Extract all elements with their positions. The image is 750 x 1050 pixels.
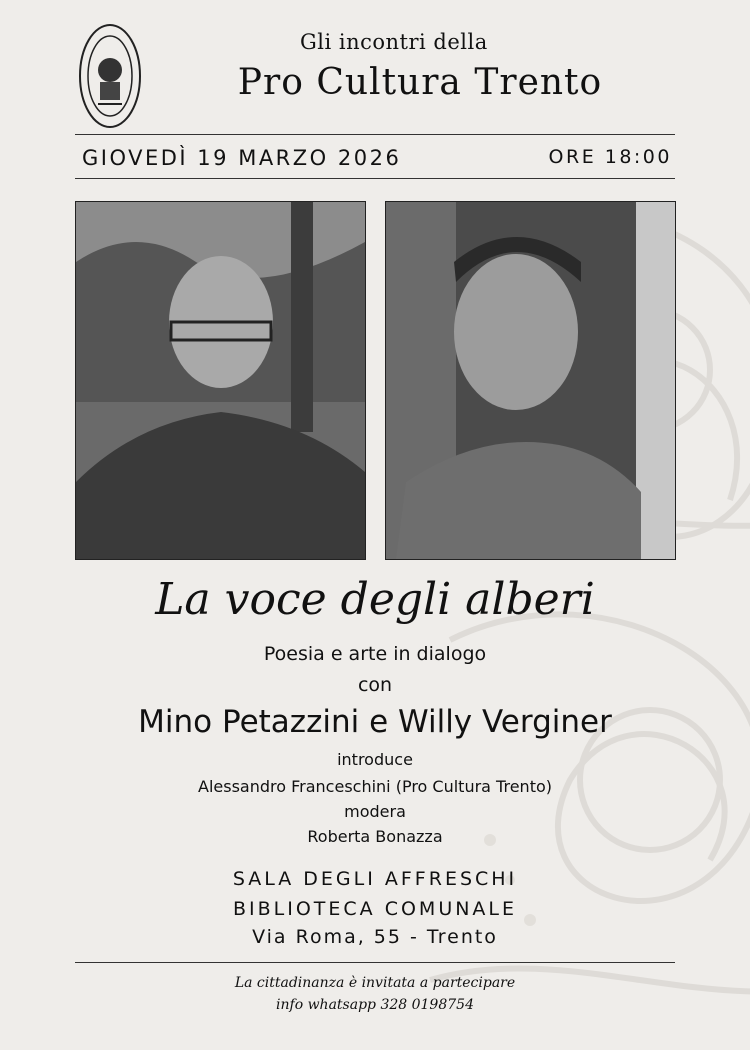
header-subtitle: Gli incontri della xyxy=(300,30,488,54)
top-divider xyxy=(75,134,675,135)
date-divider xyxy=(75,178,675,179)
moderator-name: Roberta Bonazza xyxy=(307,827,443,846)
event-time: ORE 18:00 xyxy=(548,146,672,168)
introduce-label: introduce xyxy=(337,750,413,769)
venue-line-2: BIBLIOTECA COMUNALE xyxy=(232,898,518,920)
event-date: GIOVEDÌ 19 MARZO 2026 xyxy=(82,146,402,170)
speakers-names: Mino Petazzini e Willy Verginer xyxy=(138,704,612,740)
seal-emblem-icon xyxy=(78,22,142,130)
introducer-name: Alessandro Franceschini (Pro Cultura Trento) xyxy=(198,777,552,796)
venue-line-1: SALA DEGLI AFFRESCHI xyxy=(232,868,518,890)
footer-divider xyxy=(75,962,675,963)
speaker-photo-left xyxy=(75,201,366,560)
speaker-photo-right xyxy=(385,201,676,560)
footer-invitation: La cittadinanza è invitata a partecipare xyxy=(234,975,516,991)
event-subtitle: Poesia e arte in dialogo xyxy=(263,643,487,665)
venue-address: Via Roma, 55 - Trento xyxy=(252,926,498,948)
moderate-label: modera xyxy=(344,802,406,821)
with-label: con xyxy=(357,674,393,696)
header-title: Pro Cultura Trento xyxy=(237,62,603,103)
footer-contact: info whatsapp 328 0198754 xyxy=(276,997,474,1013)
event-title: La voce degli alberi xyxy=(155,574,595,625)
